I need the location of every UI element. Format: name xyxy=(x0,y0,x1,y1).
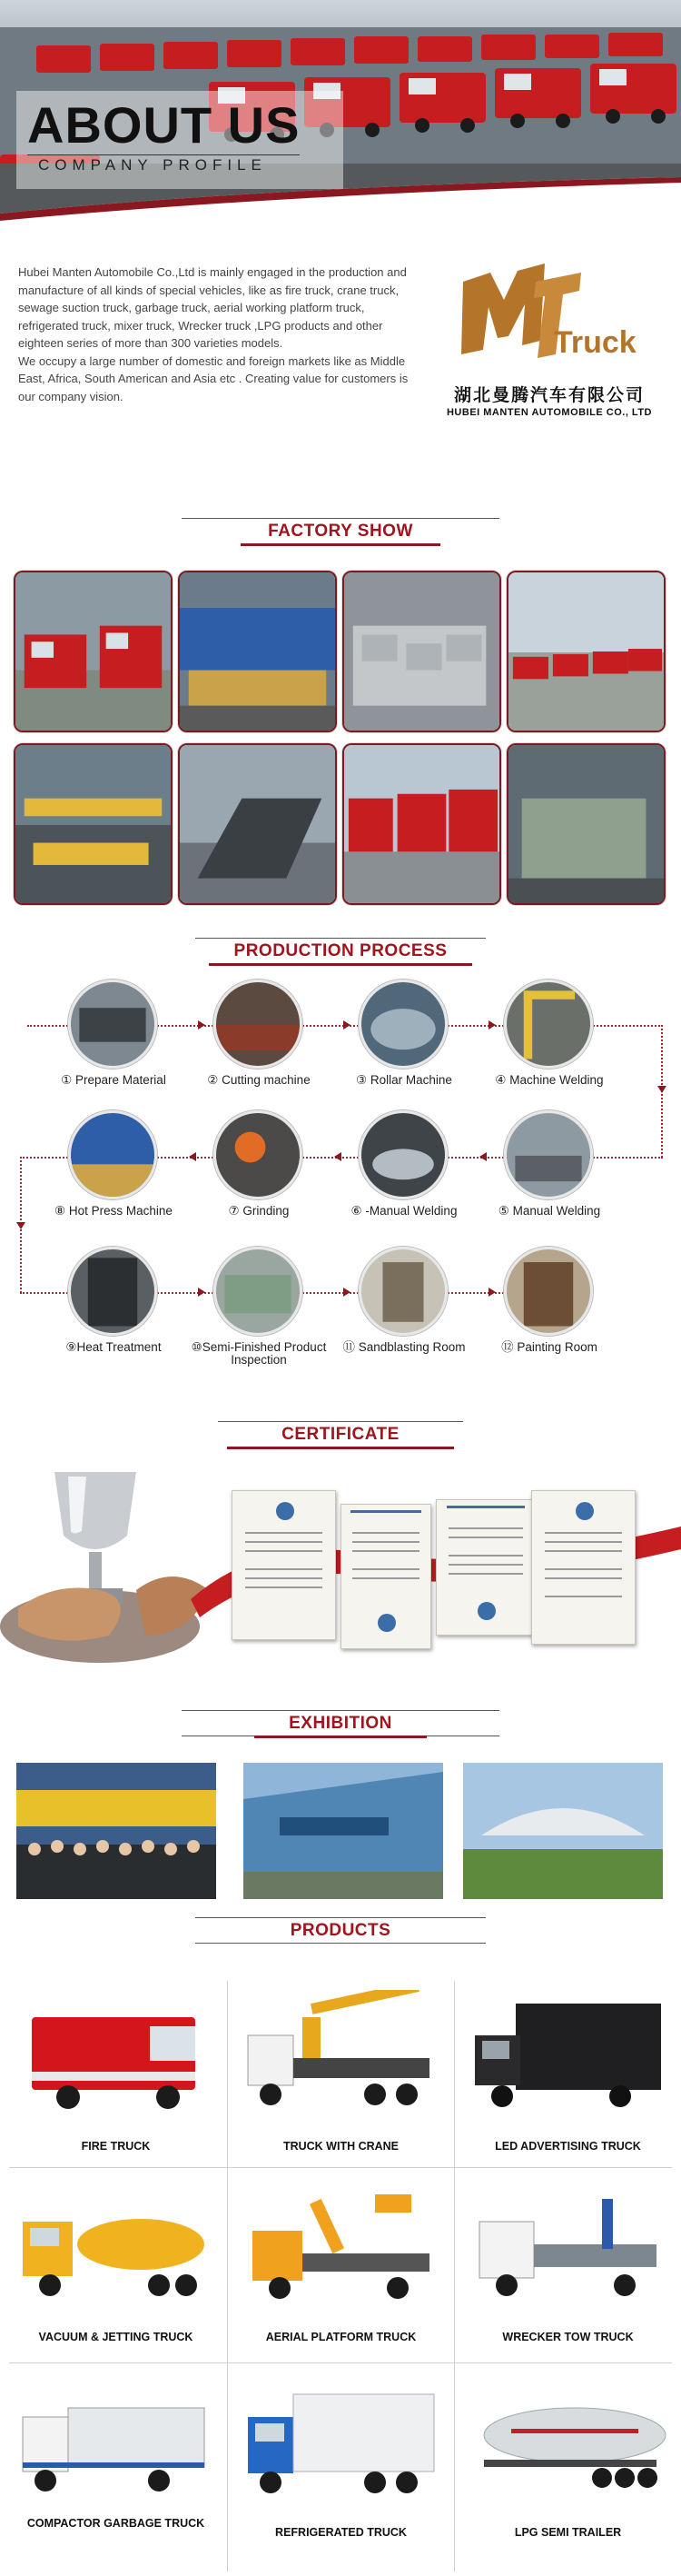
product-card[interactable] xyxy=(457,2367,679,2562)
process-step xyxy=(331,980,459,1093)
company-name-cn: 湖北曼腾汽车有限公司 xyxy=(453,386,645,405)
led-truck-image xyxy=(466,1990,670,2122)
logo-wordmark: Truck xyxy=(554,325,637,360)
process-step xyxy=(186,1247,327,1367)
product-name[interactable]: AERIAL PLATFORM TRUCK xyxy=(265,2331,417,2343)
process-step xyxy=(186,1110,313,1224)
seal-icon xyxy=(478,1602,496,1620)
factory-photo xyxy=(342,571,501,732)
product-name[interactable]: COMPACTOR GARBAGE TRUCK xyxy=(26,2517,205,2530)
fire-truck-image xyxy=(14,1990,218,2122)
process-step-photo xyxy=(68,1110,157,1199)
company-intro xyxy=(18,264,418,405)
wrecker-truck-image xyxy=(466,2181,670,2312)
certificate-document xyxy=(340,1504,431,1649)
intro-paragraph-2: We occupy a large number of domestic and foreign markets like as Middle East, Africa, South American and Asia etc . Creating value for customers is our company vision. xyxy=(18,353,409,403)
process-step-label: ⑩Semi-Finished Product Inspection xyxy=(191,1340,327,1367)
process-step xyxy=(331,1110,459,1224)
title-rule-top xyxy=(195,938,486,939)
hero-title: ABOUT US xyxy=(27,96,301,154)
certificate-document xyxy=(436,1499,536,1636)
factory-title: FACTORY SHOW xyxy=(268,522,413,541)
garbage-truck-image xyxy=(14,2376,218,2508)
title-rule-bottom xyxy=(254,1736,427,1738)
process-step-photo xyxy=(68,1247,157,1336)
hero-divider xyxy=(27,154,300,155)
title-rule-bottom xyxy=(227,1447,454,1449)
title-rule-top xyxy=(218,1421,463,1422)
title-rule-bottom xyxy=(241,543,440,546)
section-title-exhibition xyxy=(0,1708,681,1739)
process-step-photo xyxy=(213,1247,302,1336)
process-step-photo xyxy=(359,980,448,1069)
factory-photo xyxy=(507,571,666,732)
hero-banner xyxy=(0,0,681,232)
process-step-label: ⑨Heat Treatment xyxy=(65,1340,162,1354)
seal-icon xyxy=(576,1502,594,1520)
section-title-factory xyxy=(0,516,681,547)
process-step xyxy=(477,980,604,1093)
process-step xyxy=(331,1247,466,1360)
seal-icon xyxy=(276,1502,294,1520)
hero-subtitle: COMPANY PROFILE xyxy=(38,156,267,174)
company-logo xyxy=(436,264,663,436)
process-step xyxy=(477,1110,604,1224)
process-step-label: ⑫ Painting Room xyxy=(501,1340,597,1354)
product-name[interactable]: VACUUM & JETTING TRUCK xyxy=(38,2331,193,2343)
section-title-process xyxy=(0,936,681,967)
product-name[interactable]: WRECKER TOW TRUCK xyxy=(502,2331,634,2343)
factory-photo xyxy=(14,743,173,905)
certificate-document xyxy=(531,1490,636,1645)
product-card[interactable] xyxy=(230,1981,452,2176)
process-step-label: ⑧ Hot Press Machine xyxy=(54,1204,173,1218)
crane-truck-image xyxy=(239,1990,443,2122)
refrigerated-truck-image xyxy=(239,2376,443,2508)
process-step-label: ⑦ Grinding xyxy=(228,1204,290,1218)
process-step-label: ② Cutting machine xyxy=(207,1073,311,1087)
process-step-label: ⑤ Manual Welding xyxy=(498,1204,601,1218)
process-step-label: ③ Rollar Machine xyxy=(356,1073,452,1087)
product-card[interactable] xyxy=(457,2172,679,2367)
exhibition-photo xyxy=(463,1763,663,1899)
process-step xyxy=(477,1247,604,1360)
process-step-label: ⑪ Sandblasting Room xyxy=(342,1340,466,1354)
title-rule-bottom xyxy=(195,1943,486,1944)
hero-wave-decoration xyxy=(0,177,681,232)
process-step xyxy=(186,980,313,1093)
section-title-products xyxy=(0,1915,681,1946)
title-rule-top xyxy=(182,1710,499,1711)
process-step-photo xyxy=(504,1247,593,1336)
exhibition-photo xyxy=(243,1763,443,1899)
process-step xyxy=(41,980,168,1093)
certificate-showcase xyxy=(0,1454,681,1672)
vacuum-truck-image xyxy=(14,2181,218,2312)
process-step-photo xyxy=(68,980,157,1069)
process-step-photo xyxy=(359,1247,448,1336)
product-name[interactable]: REFRIGERATED TRUCK xyxy=(275,2526,407,2539)
title-rule-top xyxy=(182,518,499,519)
process-step-photo xyxy=(213,980,302,1069)
seal-icon xyxy=(378,1614,396,1632)
grid-divider xyxy=(454,1981,455,2571)
product-name[interactable]: FIRE TRUCK xyxy=(81,2140,151,2153)
aerial-platform-truck-image xyxy=(239,2181,443,2312)
product-card[interactable] xyxy=(230,2367,452,2562)
product-card[interactable] xyxy=(230,2172,452,2367)
flow-arrow-icon xyxy=(657,1086,666,1093)
products-title: PRODUCTS xyxy=(290,1921,391,1940)
product-card[interactable] xyxy=(5,2172,227,2367)
process-step xyxy=(41,1110,173,1224)
title-rule-top xyxy=(195,1917,486,1918)
flow-arrow-icon xyxy=(16,1222,25,1229)
process-step-photo xyxy=(359,1110,448,1199)
process-step-photo xyxy=(504,980,593,1069)
certificate-title: CERTIFICATE xyxy=(281,1425,400,1444)
process-title: PRODUCTION PROCESS xyxy=(233,941,448,960)
product-card[interactable] xyxy=(5,2367,227,2562)
title-rule-bottom xyxy=(209,963,472,966)
section-title-certificate xyxy=(0,1419,681,1450)
product-card[interactable] xyxy=(5,1981,227,2176)
exhibition-title: EXHIBITION xyxy=(289,1714,392,1733)
factory-photo xyxy=(342,743,501,905)
product-name[interactable]: LPG SEMI TRAILER xyxy=(514,2526,622,2539)
process-step-photo xyxy=(213,1110,302,1199)
exhibition-photo xyxy=(16,1763,216,1899)
factory-photo xyxy=(178,743,337,905)
process-step-label: ④ Machine Welding xyxy=(495,1073,604,1087)
process-step-label: ⑥ -Manual Welding xyxy=(350,1204,458,1218)
factory-photo xyxy=(14,571,173,732)
grid-divider xyxy=(227,1981,228,2571)
factory-photo xyxy=(178,571,337,732)
process-step-photo xyxy=(504,1110,593,1199)
product-name[interactable]: TRUCK WITH CRANE xyxy=(282,2140,400,2153)
process-step xyxy=(41,1247,168,1360)
company-name-en: HUBEI MANTEN AUTOMOBILE CO., LTD xyxy=(446,407,652,418)
product-name[interactable]: LED ADVERTISING TRUCK xyxy=(495,2140,641,2153)
process-step-label: ① Prepare Material xyxy=(61,1073,166,1087)
factory-photo xyxy=(507,743,666,905)
trophy-icon xyxy=(0,1454,218,1672)
certificate-document xyxy=(232,1490,336,1640)
lpg-trailer-image xyxy=(466,2376,670,2508)
intro-paragraph-1: Hubei Manten Automobile Co.,Ltd is mainly engaged in the production and manufacture of all kinds of special vehicles, like as fire truck, crane truck, sewage suction truck, garbage truck, aerial working platform truck, refrigerated truck, mixer truck, Wrecker truck ,LPG products and other eighteen series of more than 300 varieties models. xyxy=(18,265,407,350)
product-card[interactable] xyxy=(457,1981,679,2176)
